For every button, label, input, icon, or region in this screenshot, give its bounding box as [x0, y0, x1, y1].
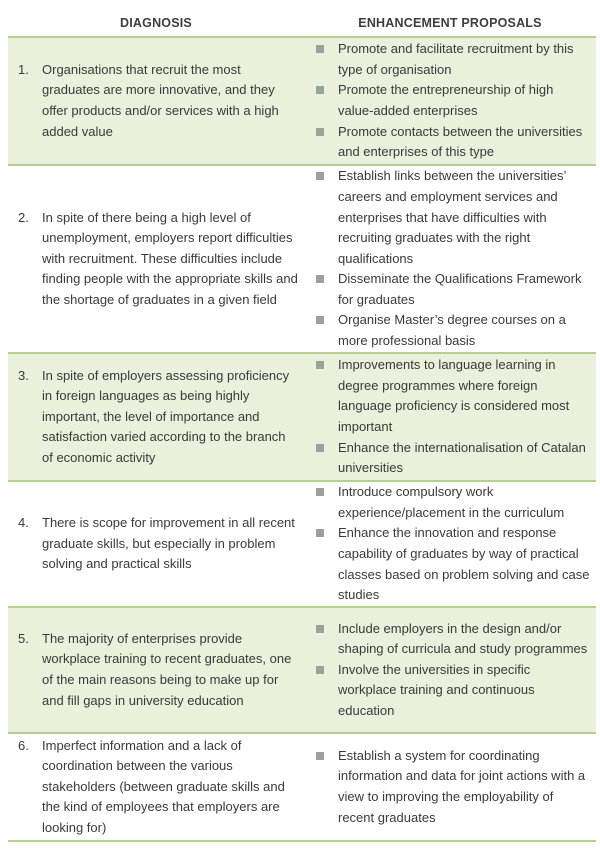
- square-bullet-icon: [316, 275, 324, 283]
- diagnosis-text: The majority of enterprises provide workplace training to recent graduates, one of the main reasons being to make up for and fill gaps in university education: [42, 630, 292, 708]
- table-row: [8, 607, 596, 733]
- table-header-row: [8, 10, 596, 37]
- proposal-item: Disseminate the Qualifications Framework for graduates: [316, 269, 592, 310]
- proposal-item: Enhance the innovation and response capability of graduates by way of practical classes based on problem solving and case studies: [316, 523, 592, 605]
- diagnosis-proposals-table: [8, 10, 596, 842]
- diagnosis-cell: [8, 353, 304, 481]
- square-bullet-icon: [316, 128, 324, 136]
- diagnosis-cell: [8, 37, 304, 165]
- proposal-list: [304, 746, 596, 828]
- row-number: 4.: [18, 515, 29, 531]
- table-row: [8, 37, 596, 165]
- row-number: 5.: [18, 630, 29, 646]
- proposals-cell: [304, 165, 596, 353]
- table-row: [8, 353, 596, 481]
- square-bullet-icon: [316, 444, 324, 452]
- proposal-item: Include employers in the design and/or shaping of curricula and study programmes: [316, 619, 592, 660]
- square-bullet-icon: [316, 529, 324, 537]
- diagnosis-cell: [8, 607, 304, 733]
- proposal-item: Involve the universities in specific workplace training and continuous education: [316, 660, 592, 722]
- proposal-item: Improvements to language learning in degree programmes where foreign language proficiency is considered most important: [316, 355, 592, 437]
- diagnosis-text: In spite of there being a high level of unemployment, employers report difficulties with recruitment. These difficulties include finding people with the appropriate skills and the shortage of graduates in a given field: [42, 209, 298, 307]
- proposal-item: Establish a system for coordinating information and data for joint actions with a view to improving the employability of recent graduates: [316, 746, 592, 828]
- row-number: 1.: [18, 61, 29, 77]
- diagnosis-cell: [8, 733, 304, 841]
- diagnosis-column-header: DIAGNOSIS: [8, 10, 304, 37]
- proposals-cell: [304, 607, 596, 733]
- diagnosis-text: Organisations that recruit the most graduates are more innovative, and they offer products and/or services with a high added value: [42, 61, 279, 139]
- proposal-item: Introduce compulsory work experience/placement in the curriculum: [316, 482, 592, 523]
- proposals-cell: [304, 733, 596, 841]
- square-bullet-icon: [316, 488, 324, 496]
- square-bullet-icon: [316, 361, 324, 369]
- row-number: 6.: [18, 737, 29, 753]
- diagnosis-text: Imperfect information and a lack of coordination between the various stakeholders (between graduate skills and the kind of employees that employers are looking for): [42, 737, 285, 835]
- proposal-item: Organise Master’s degree courses on a more professional basis: [316, 310, 592, 351]
- proposals-cell: [304, 353, 596, 481]
- proposal-list: [304, 166, 596, 351]
- table-row: [8, 481, 596, 607]
- square-bullet-icon: [316, 316, 324, 324]
- proposal-list: [304, 619, 596, 722]
- proposal-item: Promote and facilitate recruitment by this type of organisation: [316, 39, 592, 80]
- square-bullet-icon: [316, 45, 324, 53]
- proposal-list: [304, 355, 596, 479]
- square-bullet-icon: [316, 86, 324, 94]
- square-bullet-icon: [316, 172, 324, 180]
- proposal-item: Establish links between the universities’ careers and employment services and enterprises that have difficulties with recruiting graduates with the right qualifications: [316, 166, 592, 269]
- document-page: [8, 0, 596, 842]
- square-bullet-icon: [316, 752, 324, 760]
- diagnosis-cell: [8, 165, 304, 353]
- table-row: [8, 165, 596, 353]
- table-row: [8, 733, 596, 841]
- proposals-cell: [304, 481, 596, 607]
- proposals-cell: [304, 37, 596, 165]
- square-bullet-icon: [316, 625, 324, 633]
- proposal-list: [304, 482, 596, 606]
- square-bullet-icon: [316, 666, 324, 674]
- proposals-column-header: ENHANCEMENT PROPOSALS: [304, 10, 596, 37]
- proposal-list: [304, 39, 596, 163]
- proposal-item: Promote the entrepreneurship of high value-added enterprises: [316, 80, 592, 121]
- proposal-item: Promote contacts between the universities and enterprises of this type: [316, 122, 592, 163]
- row-number: 3.: [18, 367, 29, 383]
- proposal-item: Enhance the internationalisation of Catalan universities: [316, 438, 592, 479]
- diagnosis-text: In spite of employers assessing proficiency in foreign languages as being highly important, the level of importance and satisfaction varied according to the branch of economic activity: [42, 367, 290, 465]
- diagnosis-text: There is scope for improvement in all recent graduate skills, but especially in problem solving and practical skills: [42, 515, 295, 572]
- diagnosis-cell: [8, 481, 304, 607]
- row-number: 2.: [18, 209, 29, 225]
